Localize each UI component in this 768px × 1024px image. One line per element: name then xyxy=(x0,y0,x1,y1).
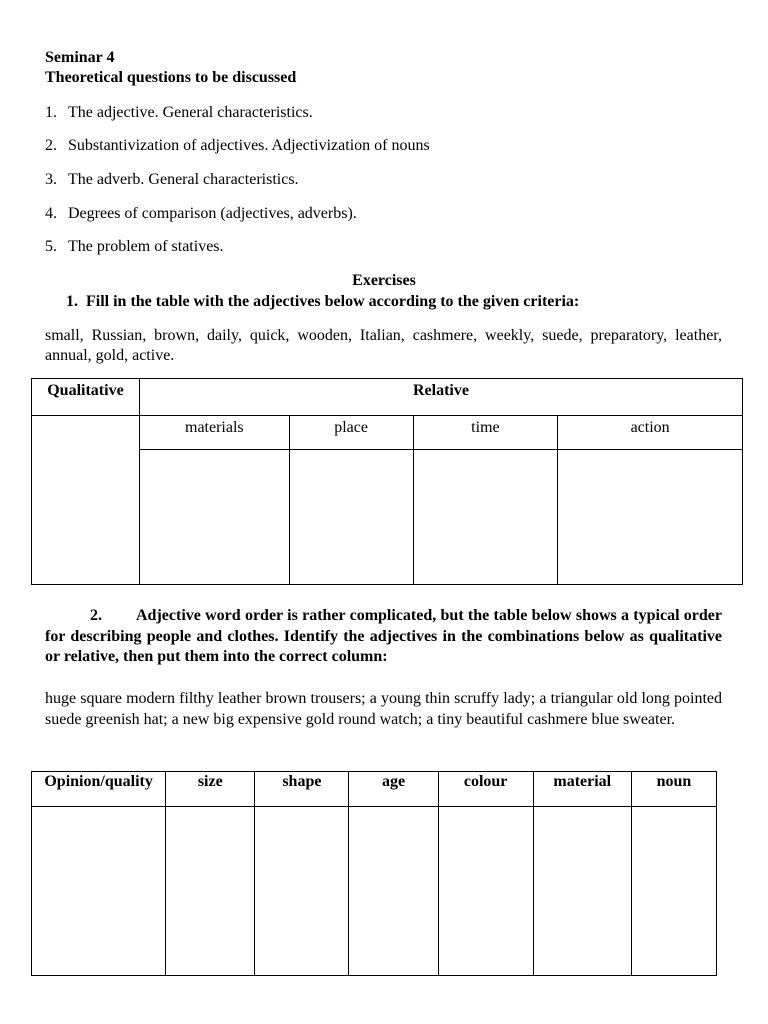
size-answer-cell[interactable] xyxy=(166,807,255,976)
action-answer-cell[interactable] xyxy=(558,450,743,585)
header-age: age xyxy=(349,772,438,807)
exercise-2-word-list: huge square modern filthy leather brown trousers; a young thin scruffy lady; a triangular old long pointed suede greenish hat; a new big expensive gold round watch; a tiny beautiful cashmere blue sweater. xyxy=(45,690,722,728)
question-text: Degrees of comparison (adjectives, adverbs). xyxy=(68,205,357,222)
question-text: The problem of statives. xyxy=(68,238,224,255)
exercise-1-number: 1. xyxy=(66,293,78,310)
section-title: Theoretical questions to be discussed xyxy=(45,69,297,86)
opinion-quality-answer-cell[interactable] xyxy=(32,807,166,976)
material-answer-cell[interactable] xyxy=(533,807,631,976)
subheader-materials: materials xyxy=(139,416,289,450)
header-size: size xyxy=(166,772,255,807)
question-number: 4. xyxy=(45,205,57,222)
colour-answer-cell[interactable] xyxy=(438,807,533,976)
subheader-time: time xyxy=(413,416,558,450)
exercises-title: Exercises xyxy=(352,272,416,289)
exercise-1-heading xyxy=(66,292,579,312)
place-answer-cell[interactable] xyxy=(289,450,413,585)
header-colour: colour xyxy=(438,772,533,807)
question-number: 2. xyxy=(45,137,57,154)
seminar-title: Seminar 4 xyxy=(45,49,115,66)
exercise-2-number: 2. xyxy=(90,607,102,624)
question-text: The adverb. General characteristics. xyxy=(68,171,299,188)
time-answer-cell[interactable] xyxy=(413,450,558,585)
age-answer-cell[interactable] xyxy=(349,807,438,976)
exercise-1-word-list: small, Russian, brown, daily, quick, wooden, Italian, cashmere, weekly, suede, preparatory, leather, annual, gold, active. xyxy=(45,327,722,364)
exercise-2-heading xyxy=(45,606,722,668)
header-material: material xyxy=(533,772,631,807)
header-relative: Relative xyxy=(139,379,742,416)
exercise-2-table xyxy=(31,771,717,976)
header-qualitative: Qualitative xyxy=(32,379,140,416)
question-item xyxy=(45,136,430,156)
exercise-1-table xyxy=(31,378,743,585)
question-text: Substantivization of adjectives. Adjectivization of nouns xyxy=(68,137,430,154)
question-text: The adjective. General characteristics. xyxy=(68,104,313,121)
materials-answer-cell[interactable] xyxy=(139,450,289,585)
question-item xyxy=(45,237,224,257)
header-opinion-quality: Opinion/quality xyxy=(32,772,166,807)
shape-answer-cell[interactable] xyxy=(255,807,349,976)
question-item xyxy=(45,170,299,190)
header-shape: shape xyxy=(255,772,349,807)
question-number: 5. xyxy=(45,238,57,255)
subheader-action: action xyxy=(558,416,743,450)
exercise-2-instruction: Adjective word order is rather complicated, but the table below shows a typical order for describing people and clothes. Identify the adjectives in the combinations below as qualitative or relative, then put them into the correct column: xyxy=(45,607,722,665)
question-number: 1. xyxy=(45,104,57,121)
subheader-place: place xyxy=(289,416,413,450)
noun-answer-cell[interactable] xyxy=(631,807,716,976)
header-noun: noun xyxy=(631,772,716,807)
exercise-1-instruction: Fill in the table with the adjectives below according to the given criteria: xyxy=(86,293,580,310)
question-item xyxy=(45,103,313,123)
question-number: 3. xyxy=(45,171,57,188)
question-item xyxy=(45,204,357,224)
qualitative-answer-cell[interactable] xyxy=(32,416,140,585)
